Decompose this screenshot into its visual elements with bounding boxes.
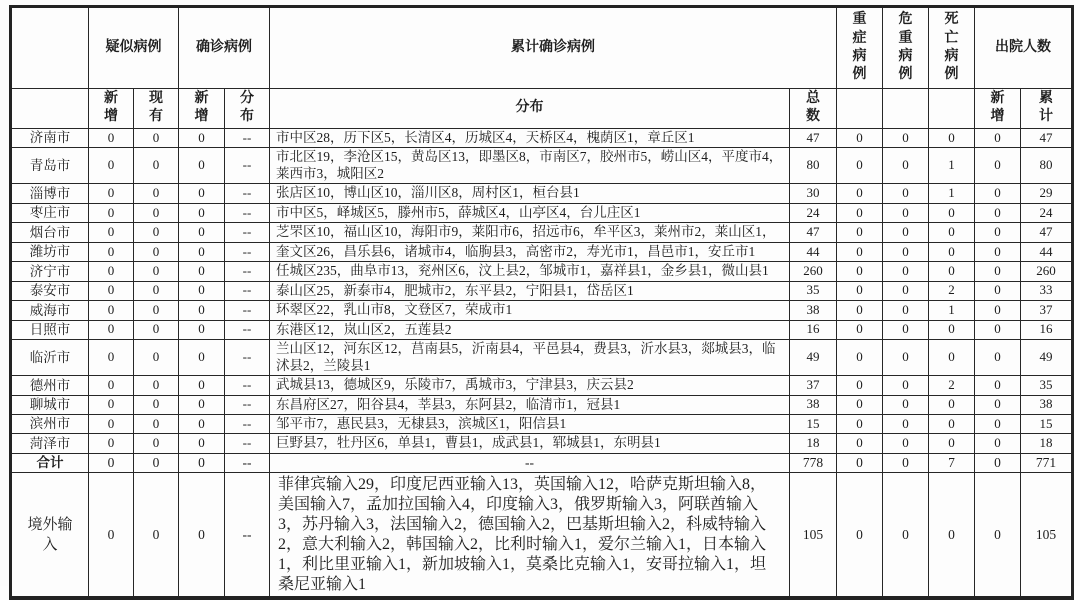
cell-severe: 0 bbox=[837, 148, 883, 184]
table-row bbox=[11, 128, 1073, 147]
cell-suspected-current: 0 bbox=[134, 242, 179, 261]
cell-confirmed-dist: -- bbox=[225, 395, 270, 414]
cell-confirmed-new: 0 bbox=[179, 184, 225, 203]
cell-critical: 0 bbox=[883, 262, 929, 281]
cell-suspected-new: 0 bbox=[89, 148, 134, 184]
cell-discharged-new: 0 bbox=[975, 340, 1021, 376]
cell-discharged-cum: 35 bbox=[1021, 376, 1073, 395]
cell-dist: -- bbox=[270, 453, 790, 472]
cell-confirmed-new: 0 bbox=[179, 434, 225, 453]
cell-severe: 0 bbox=[837, 453, 883, 472]
cell-confirmed-new: 0 bbox=[179, 223, 225, 242]
cell-severe: 0 bbox=[837, 203, 883, 222]
cell-death: 0 bbox=[929, 473, 975, 598]
cell-city: 菏泽市 bbox=[11, 434, 89, 453]
cell-total: 47 bbox=[790, 128, 837, 147]
cell-suspected-new: 0 bbox=[89, 128, 134, 147]
empty-death-subcell bbox=[929, 89, 975, 129]
cell-severe: 0 bbox=[837, 434, 883, 453]
cell-discharged-cum: 44 bbox=[1021, 242, 1073, 261]
cell-confirmed-new: 0 bbox=[179, 340, 225, 376]
cell-death: 0 bbox=[929, 414, 975, 433]
cell-discharged-new: 0 bbox=[975, 434, 1021, 453]
cell-suspected-current: 0 bbox=[134, 320, 179, 339]
cell-discharged-cum: 47 bbox=[1021, 128, 1073, 147]
cell-dist: 东昌府区27，阳谷县4，莘县3，东阿县2，临清市1，冠县1 bbox=[270, 395, 790, 414]
cell-critical: 0 bbox=[883, 223, 929, 242]
cell-confirmed-new: 0 bbox=[179, 281, 225, 300]
cell-discharged-new: 0 bbox=[975, 395, 1021, 414]
cell-discharged-cum: 16 bbox=[1021, 320, 1073, 339]
cell-confirmed-new: 0 bbox=[179, 148, 225, 184]
cell-discharged-cum: 49 bbox=[1021, 340, 1073, 376]
cell-dist: 张店区10，博山区10，淄川区8，周村区1，桓台县1 bbox=[270, 184, 790, 203]
cell-suspected-new: 0 bbox=[89, 301, 134, 320]
cell-suspected-current: 0 bbox=[134, 434, 179, 453]
cell-critical: 0 bbox=[883, 128, 929, 147]
cell-confirmed-dist: -- bbox=[225, 262, 270, 281]
cell-severe: 0 bbox=[837, 128, 883, 147]
header-critical-cases bbox=[883, 7, 929, 89]
cell-discharged-cum: 47 bbox=[1021, 223, 1073, 242]
cell-discharged-cum: 105 bbox=[1021, 473, 1073, 598]
header-row-groups bbox=[11, 7, 1073, 89]
cell-total: 38 bbox=[790, 301, 837, 320]
cell-dist: 市中区28，历下区5，长清区4，历城区4，天桥区4，槐荫区1，章丘区1 bbox=[270, 128, 790, 147]
cell-dist: 兰山区12，河东区12，莒南县5，沂南县4，平邑县4，费县3，沂水县3，郯城县3，临沭县2，兰陵县1 bbox=[270, 340, 790, 376]
cell-suspected-new: 0 bbox=[89, 320, 134, 339]
cell-critical: 0 bbox=[883, 453, 929, 472]
cell-severe: 0 bbox=[837, 395, 883, 414]
cell-total: 47 bbox=[790, 223, 837, 242]
cell-suspected-current: 0 bbox=[134, 301, 179, 320]
cell-severe: 0 bbox=[837, 184, 883, 203]
cell-suspected-new: 0 bbox=[89, 473, 134, 598]
cell-dist: 奎文区26，昌乐县6，诸城市4，临朐县3，高密市2，寿光市1，昌邑市1，安丘市1 bbox=[270, 242, 790, 261]
cell-suspected-new: 0 bbox=[89, 340, 134, 376]
empty-severe-subcell bbox=[837, 89, 883, 129]
cell-death: 0 bbox=[929, 242, 975, 261]
table-row bbox=[11, 262, 1073, 281]
cell-critical: 0 bbox=[883, 395, 929, 414]
cell-suspected-current: 0 bbox=[134, 395, 179, 414]
cell-suspected-new: 0 bbox=[89, 262, 134, 281]
cell-death: 0 bbox=[929, 223, 975, 242]
cell-suspected-current: 0 bbox=[134, 262, 179, 281]
cell-severe: 0 bbox=[837, 473, 883, 598]
table-row bbox=[11, 340, 1073, 376]
table-header bbox=[11, 7, 1073, 129]
cell-discharged-new: 0 bbox=[975, 128, 1021, 147]
cell-city: 青岛市 bbox=[11, 148, 89, 184]
cell-critical: 0 bbox=[883, 242, 929, 261]
cell-confirmed-dist: -- bbox=[225, 242, 270, 261]
cell-total: 49 bbox=[790, 340, 837, 376]
header-discharged: 出院人数 bbox=[975, 7, 1073, 89]
cell-suspected-current: 0 bbox=[134, 148, 179, 184]
empty-corner-cell bbox=[11, 7, 89, 89]
table-row bbox=[11, 301, 1073, 320]
epidemic-stats-table bbox=[9, 5, 1074, 600]
subheader-confirmed-dist: 分布 bbox=[225, 89, 270, 129]
cell-discharged-new: 0 bbox=[975, 376, 1021, 395]
cell-confirmed-new: 0 bbox=[179, 203, 225, 222]
cell-total: 778 bbox=[790, 453, 837, 472]
cell-suspected-new: 0 bbox=[89, 242, 134, 261]
cell-suspected-new: 0 bbox=[89, 184, 134, 203]
cell-discharged-new: 0 bbox=[975, 320, 1021, 339]
cell-confirmed-dist: -- bbox=[225, 148, 270, 184]
cell-dist: 市中区5，峄城区5，滕州市5，薛城区4，山亭区4，台儿庄区1 bbox=[270, 203, 790, 222]
cell-critical: 0 bbox=[883, 414, 929, 433]
cell-severe: 0 bbox=[837, 340, 883, 376]
cell-confirmed-dist: -- bbox=[225, 184, 270, 203]
subheader-suspected-new: 新增 bbox=[89, 89, 134, 129]
header-confirmed-cases: 确诊病例 bbox=[179, 7, 270, 89]
cell-total: 35 bbox=[790, 281, 837, 300]
cell-critical: 0 bbox=[883, 301, 929, 320]
cell-city: 临沂市 bbox=[11, 340, 89, 376]
cell-dist: 市北区19，李沧区15，黄岛区13，即墨区8，市南区7，胶州市5，崂山区4，平度市4，莱西市3，城阳区2 bbox=[270, 148, 790, 184]
cell-suspected-new: 0 bbox=[89, 223, 134, 242]
cell-confirmed-dist: -- bbox=[225, 473, 270, 598]
cell-severe: 0 bbox=[837, 376, 883, 395]
cell-city: 淄博市 bbox=[11, 184, 89, 203]
cell-death: 0 bbox=[929, 434, 975, 453]
header-severe-cases bbox=[837, 7, 883, 89]
empty-critical-subcell bbox=[883, 89, 929, 129]
cell-city: 济南市 bbox=[11, 128, 89, 147]
cell-confirmed-dist: -- bbox=[225, 340, 270, 376]
table-row bbox=[11, 414, 1073, 433]
cell-suspected-current: 0 bbox=[134, 376, 179, 395]
cell-critical: 0 bbox=[883, 148, 929, 184]
cell-death: 0 bbox=[929, 320, 975, 339]
cell-confirmed-dist: -- bbox=[225, 453, 270, 472]
cell-dist: 东港区12，岚山区2，五莲县2 bbox=[270, 320, 790, 339]
table-row bbox=[11, 203, 1073, 222]
header-cumulative-confirmed: 累计确诊病例 bbox=[270, 7, 837, 89]
cell-total: 16 bbox=[790, 320, 837, 339]
table-row bbox=[11, 453, 1073, 472]
cell-confirmed-new: 0 bbox=[179, 128, 225, 147]
cell-city: 日照市 bbox=[11, 320, 89, 339]
cell-severe: 0 bbox=[837, 242, 883, 261]
cell-suspected-current: 0 bbox=[134, 223, 179, 242]
cell-city: 潍坊市 bbox=[11, 242, 89, 261]
cell-dist: 武城县13，德城区9，乐陵市7，禹城市3，宁津县3，庆云县2 bbox=[270, 376, 790, 395]
cell-discharged-new: 0 bbox=[975, 262, 1021, 281]
cell-confirmed-dist: -- bbox=[225, 434, 270, 453]
cell-death: 0 bbox=[929, 203, 975, 222]
severe-label: 重症病例 bbox=[852, 12, 867, 83]
cell-discharged-new: 0 bbox=[975, 281, 1021, 300]
cell-confirmed-dist: -- bbox=[225, 320, 270, 339]
cell-city: 枣庄市 bbox=[11, 203, 89, 222]
cell-discharged-new: 0 bbox=[975, 301, 1021, 320]
cell-confirmed-new: 0 bbox=[179, 414, 225, 433]
cell-discharged-cum: 80 bbox=[1021, 148, 1073, 184]
cell-discharged-new: 0 bbox=[975, 242, 1021, 261]
cell-confirmed-dist: -- bbox=[225, 376, 270, 395]
cell-suspected-new: 0 bbox=[89, 434, 134, 453]
cell-suspected-new: 0 bbox=[89, 203, 134, 222]
cell-severe: 0 bbox=[837, 262, 883, 281]
cell-suspected-current: 0 bbox=[134, 128, 179, 147]
cell-discharged-cum: 33 bbox=[1021, 281, 1073, 300]
header-suspected-cases: 疑似病例 bbox=[89, 7, 179, 89]
cell-discharged-new: 0 bbox=[975, 414, 1021, 433]
cell-death: 1 bbox=[929, 301, 975, 320]
cell-city: 滨州市 bbox=[11, 414, 89, 433]
cell-dist: 泰山区25，新泰市4，肥城市2，东平县2，宁阳县1，岱岳区1 bbox=[270, 281, 790, 300]
cell-severe: 0 bbox=[837, 223, 883, 242]
cell-dist: 菲律宾输入29，印度尼西亚输入13，英国输入12，哈萨克斯坦输入8，美国输入7，孟加拉国输入4，印度输入3，俄罗斯输入3，阿联酋输入3，苏丹输入3，法国输入2，德国输入2，巴基斯坦输入2，科威特输入2，意大利输入2，韩国输入2，比利时输入1，爱尔兰输入1，日本输入1，利比里亚输入1，新加坡输入1，莫桑比克输入1，安哥拉输入1，坦桑尼亚输入1 bbox=[270, 473, 790, 598]
cell-confirmed-new: 0 bbox=[179, 473, 225, 598]
cell-confirmed-new: 0 bbox=[179, 301, 225, 320]
cell-total: 44 bbox=[790, 242, 837, 261]
cell-suspected-current: 0 bbox=[134, 281, 179, 300]
header-death-cases bbox=[929, 7, 975, 89]
table-row bbox=[11, 242, 1073, 261]
cell-total: 105 bbox=[790, 473, 837, 598]
table-row bbox=[11, 184, 1073, 203]
cell-severe: 0 bbox=[837, 320, 883, 339]
subheader-cumulative-dist: 分布 bbox=[270, 89, 790, 129]
cell-city: 济宁市 bbox=[11, 262, 89, 281]
subheader-confirmed-new: 新增 bbox=[179, 89, 225, 129]
cell-death: 0 bbox=[929, 128, 975, 147]
cell-total: 18 bbox=[790, 434, 837, 453]
cell-confirmed-dist: -- bbox=[225, 301, 270, 320]
cell-dist: 邹平市7，惠民县3，无棣县3，滨城区1，阳信县1 bbox=[270, 414, 790, 433]
cell-severe: 0 bbox=[837, 281, 883, 300]
cell-dist: 环翠区22，乳山市8，文登区7，荣成市1 bbox=[270, 301, 790, 320]
cell-critical: 0 bbox=[883, 203, 929, 222]
cell-dist: 巨野县7，牡丹区6，单县1，曹县1，成武县1，郓城县1，东明县1 bbox=[270, 434, 790, 453]
cell-suspected-current: 0 bbox=[134, 473, 179, 598]
cell-death: 1 bbox=[929, 184, 975, 203]
cell-discharged-new: 0 bbox=[975, 473, 1021, 598]
cell-city: 境外输入 bbox=[11, 473, 89, 598]
cell-confirmed-new: 0 bbox=[179, 376, 225, 395]
cell-suspected-new: 0 bbox=[89, 414, 134, 433]
cell-critical: 0 bbox=[883, 281, 929, 300]
cell-critical: 0 bbox=[883, 376, 929, 395]
cell-death: 2 bbox=[929, 281, 975, 300]
header-row-subcolumns bbox=[11, 89, 1073, 129]
cell-total: 260 bbox=[790, 262, 837, 281]
table-row bbox=[11, 395, 1073, 414]
cell-death: 1 bbox=[929, 148, 975, 184]
cell-confirmed-new: 0 bbox=[179, 262, 225, 281]
cell-confirmed-new: 0 bbox=[179, 453, 225, 472]
cell-total: 15 bbox=[790, 414, 837, 433]
cell-discharged-cum: 29 bbox=[1021, 184, 1073, 203]
cell-city: 德州市 bbox=[11, 376, 89, 395]
cell-confirmed-dist: -- bbox=[225, 223, 270, 242]
subheader-discharged-new: 新增 bbox=[975, 89, 1021, 129]
cell-suspected-current: 0 bbox=[134, 414, 179, 433]
cell-suspected-current: 0 bbox=[134, 184, 179, 203]
cell-critical: 0 bbox=[883, 473, 929, 598]
cell-discharged-new: 0 bbox=[975, 148, 1021, 184]
cell-total: 38 bbox=[790, 395, 837, 414]
cell-confirmed-dist: -- bbox=[225, 203, 270, 222]
subheader-suspected-current: 现有 bbox=[134, 89, 179, 129]
cell-critical: 0 bbox=[883, 320, 929, 339]
cell-confirmed-dist: -- bbox=[225, 128, 270, 147]
cell-city: 合计 bbox=[11, 453, 89, 472]
cell-death: 0 bbox=[929, 395, 975, 414]
cell-city: 烟台市 bbox=[11, 223, 89, 242]
cell-death: 0 bbox=[929, 262, 975, 281]
cell-city: 威海市 bbox=[11, 301, 89, 320]
cell-death: 0 bbox=[929, 340, 975, 376]
cell-critical: 0 bbox=[883, 434, 929, 453]
cell-suspected-current: 0 bbox=[134, 203, 179, 222]
cell-discharged-cum: 24 bbox=[1021, 203, 1073, 222]
cell-discharged-new: 0 bbox=[975, 184, 1021, 203]
subheader-discharged-cum: 累计 bbox=[1021, 89, 1073, 129]
table-row bbox=[11, 473, 1073, 598]
table-row bbox=[11, 320, 1073, 339]
cell-discharged-cum: 260 bbox=[1021, 262, 1073, 281]
cell-critical: 0 bbox=[883, 340, 929, 376]
cell-total: 30 bbox=[790, 184, 837, 203]
cell-confirmed-new: 0 bbox=[179, 320, 225, 339]
cell-total: 37 bbox=[790, 376, 837, 395]
table-row bbox=[11, 281, 1073, 300]
cell-confirmed-new: 0 bbox=[179, 242, 225, 261]
cell-confirmed-dist: -- bbox=[225, 414, 270, 433]
cell-suspected-new: 0 bbox=[89, 395, 134, 414]
empty-city-header-cell bbox=[11, 89, 89, 129]
cell-confirmed-dist: -- bbox=[225, 281, 270, 300]
cell-city: 聊城市 bbox=[11, 395, 89, 414]
cell-suspected-current: 0 bbox=[134, 340, 179, 376]
death-label: 死亡病例 bbox=[944, 12, 959, 83]
cell-discharged-new: 0 bbox=[975, 453, 1021, 472]
critical-label: 危重病例 bbox=[898, 12, 913, 83]
cell-discharged-cum: 15 bbox=[1021, 414, 1073, 433]
cell-suspected-new: 0 bbox=[89, 453, 134, 472]
cell-severe: 0 bbox=[837, 301, 883, 320]
table-row bbox=[11, 148, 1073, 184]
cell-total: 80 bbox=[790, 148, 837, 184]
cell-discharged-cum: 18 bbox=[1021, 434, 1073, 453]
cell-dist: 任城区235，曲阜市13，兖州区6，汶上县2，邹城市1，嘉祥县1，金乡县1，微山县1 bbox=[270, 262, 790, 281]
cell-discharged-new: 0 bbox=[975, 203, 1021, 222]
subheader-cumulative-total: 总数 bbox=[790, 89, 837, 129]
cell-suspected-new: 0 bbox=[89, 376, 134, 395]
cell-critical: 0 bbox=[883, 184, 929, 203]
cell-death: 7 bbox=[929, 453, 975, 472]
table-row bbox=[11, 434, 1073, 453]
cell-dist: 芝罘区10，福山区10，海阳市9，莱阳市6，招远市6，牟平区3，莱州市2，莱山区1， bbox=[270, 223, 790, 242]
table-row bbox=[11, 376, 1073, 395]
cell-suspected-new: 0 bbox=[89, 281, 134, 300]
table-row bbox=[11, 223, 1073, 242]
cell-city: 泰安市 bbox=[11, 281, 89, 300]
cell-discharged-new: 0 bbox=[975, 223, 1021, 242]
table-body bbox=[11, 128, 1073, 598]
cell-discharged-cum: 37 bbox=[1021, 301, 1073, 320]
cell-discharged-cum: 38 bbox=[1021, 395, 1073, 414]
cell-severe: 0 bbox=[837, 414, 883, 433]
cell-confirmed-new: 0 bbox=[179, 395, 225, 414]
cell-total: 24 bbox=[790, 203, 837, 222]
cell-suspected-current: 0 bbox=[134, 453, 179, 472]
cell-death: 2 bbox=[929, 376, 975, 395]
cell-discharged-cum: 771 bbox=[1021, 453, 1073, 472]
